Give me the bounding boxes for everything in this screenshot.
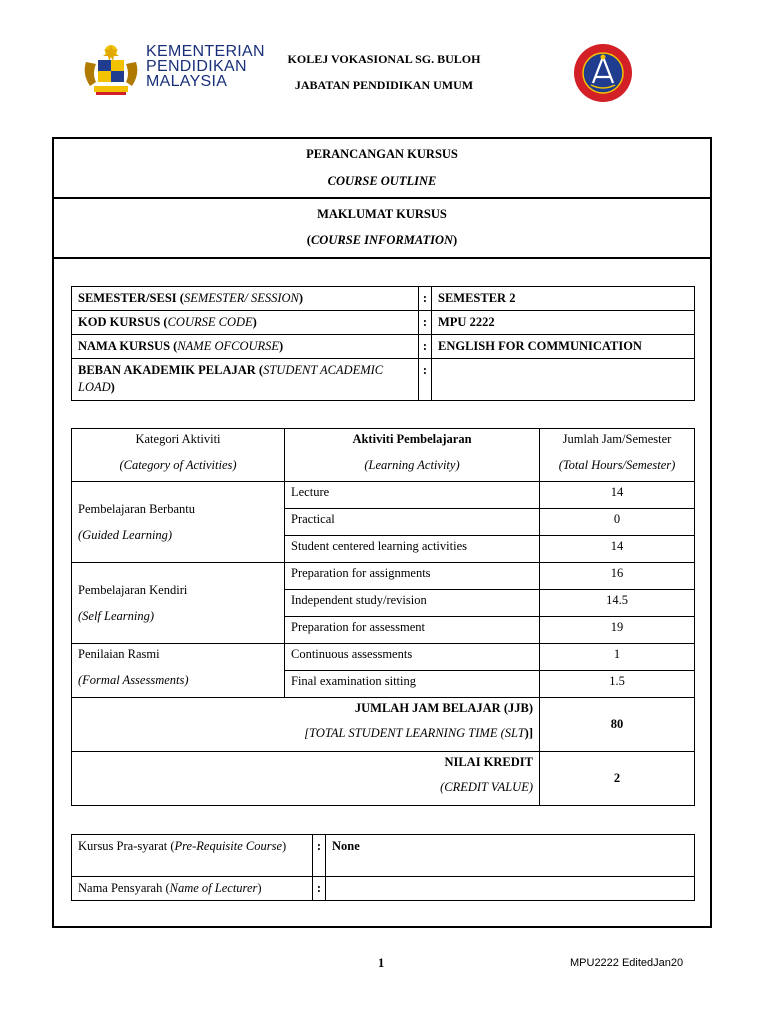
course-info-table: [71, 286, 695, 401]
colon: :: [419, 335, 432, 359]
credit-row: [72, 752, 695, 806]
activity-cell: Continuous assessments: [285, 644, 540, 671]
table-row: [72, 835, 695, 877]
credit-label: NILAI KREDIT (CREDIT VALUE): [72, 752, 540, 806]
activity-cell: Lecture: [285, 482, 540, 509]
table-row: [72, 335, 695, 359]
colon: :: [313, 835, 326, 877]
ministry-name-line2: PENDIDIKAN: [146, 58, 247, 75]
total-label: JUMLAH JAM BELAJAR (JJB) [TOTAL STUDENT LEARNING TIME (SLT)]: [72, 698, 540, 752]
total-value: 80: [540, 698, 695, 752]
activity-cell: Preparation for assessment: [285, 617, 540, 644]
course-info-subtitle: (COURSE INFORMATION): [306, 233, 458, 247]
semester-label: SEMESTER/SESI (SEMESTER/ SESSION): [72, 287, 419, 311]
activity-cell: Student centered learning activities: [285, 536, 540, 563]
activity-cell: Final examination sitting: [285, 671, 540, 698]
ministry-name-line3: MALAYSIA: [146, 73, 228, 90]
academic-load-value: [432, 359, 695, 401]
lecturer-label: Nama Pensyarah (Name of Lecturer): [72, 877, 313, 901]
course-outline-title: COURSE OUTLINE: [327, 174, 437, 188]
table-row: [72, 563, 695, 590]
learning-activities-table: [71, 428, 695, 806]
activity-cell: Preparation for assignments: [285, 563, 540, 590]
activity-cell: Independent study/revision: [285, 590, 540, 617]
hours-cell: 14.5: [540, 590, 695, 617]
activity-header: Aktiviti Pembelajaran (Learning Activity): [285, 429, 540, 482]
semester-value: SEMESTER 2: [432, 287, 695, 311]
lecturer-value: [326, 877, 695, 901]
category-header: Kategori Aktiviti (Category of Activities): [72, 429, 285, 482]
course-info-title: MAKLUMAT KURSUS: [317, 207, 447, 221]
colon: :: [313, 877, 326, 901]
hours-cell: 1: [540, 644, 695, 671]
hours-header: Jumlah Jam/Semester (Total Hours/Semester): [540, 429, 695, 482]
activity-cell: Practical: [285, 509, 540, 536]
colon: :: [419, 359, 432, 401]
hours-cell: 19: [540, 617, 695, 644]
divider: [52, 257, 712, 259]
table-row: [72, 359, 695, 401]
table-row: [72, 644, 695, 671]
course-name-label: NAMA KURSUS (NAME OFCOURSE): [72, 335, 419, 359]
hours-cell: 1.5: [540, 671, 695, 698]
prerequisite-value: None: [326, 835, 695, 877]
course-plan-title: PERANCANGAN KURSUS: [306, 147, 458, 161]
colon: :: [419, 287, 432, 311]
table-row: [72, 311, 695, 335]
category-cell: Pembelajaran Kendiri (Self Learning): [72, 563, 285, 644]
document-code: MPU2222 EditedJan20: [570, 957, 684, 969]
hours-cell: 0: [540, 509, 695, 536]
category-cell: Penilaian Rasmi (Formal Assessments): [72, 644, 285, 698]
credit-value: 2: [540, 752, 695, 806]
prerequisite-table: [71, 834, 695, 901]
ministry-logo: [80, 42, 265, 102]
academic-load-label: BEBAN AKADEMIK PELAJAR (STUDENT ACADEMIC LOAD): [72, 359, 419, 401]
colon: :: [419, 311, 432, 335]
school-name: KOLEJ VOKASIONAL SG. BULOH: [287, 52, 481, 66]
college-logo-icon: [573, 43, 633, 103]
divider: [52, 197, 712, 199]
table-header-row: [72, 429, 695, 482]
category-cell: Pembelajaran Berbantu (Guided Learning): [72, 482, 285, 563]
hours-cell: 16: [540, 563, 695, 590]
hours-cell: 14: [540, 536, 695, 563]
course-name-value: ENGLISH FOR COMMUNICATION: [432, 335, 695, 359]
table-row: [72, 877, 695, 901]
page-number: 1: [378, 956, 385, 970]
department-name: JABATAN PENDIDIKAN UMUM: [294, 78, 474, 92]
prerequisite-label: Kursus Pra-syarat (Pre-Requisite Course): [72, 835, 313, 877]
total-row: [72, 698, 695, 752]
course-code-value: MPU 2222: [432, 311, 695, 335]
table-row: [72, 482, 695, 509]
ministry-name-line1: KEMENTERIAN: [146, 43, 265, 60]
hours-cell: 14: [540, 482, 695, 509]
table-row: [72, 287, 695, 311]
course-code-label: KOD KURSUS (COURSE CODE): [72, 311, 419, 335]
coat-of-arms-icon: [80, 42, 142, 102]
